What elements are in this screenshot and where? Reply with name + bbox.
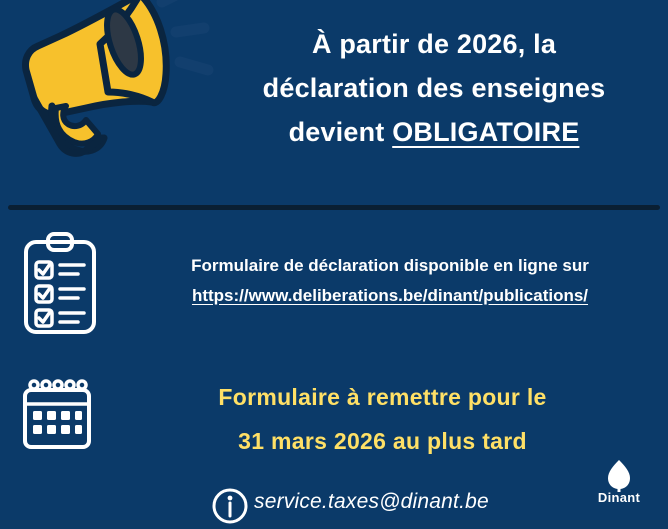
headline <box>210 22 658 154</box>
headline-emphasis: OBLIGATOIRE <box>392 117 580 147</box>
form-text-block <box>120 254 660 306</box>
deadline-text-block <box>110 375 655 463</box>
dinant-logo <box>584 458 654 516</box>
horizontal-divider <box>8 205 660 210</box>
header-banner <box>0 0 668 205</box>
headline-line-3 <box>210 110 658 154</box>
headline-line-1: À partir de 2026, la <box>311 29 557 59</box>
form-availability-section <box>0 232 668 342</box>
deadline-section <box>0 370 668 470</box>
contact-email[interactable]: service.taxes@dinant.be <box>254 490 489 513</box>
clipboard-checklist-icon <box>22 232 98 337</box>
headline-line-2: déclaration des enseignes <box>262 73 606 103</box>
deadline-line-2: 31 mars 2026 au plus tard <box>238 428 527 454</box>
contact-section <box>0 486 668 526</box>
calendar-icon <box>22 378 92 450</box>
dinant-logo-icon <box>584 458 654 492</box>
deadline-line-1: Formulaire à remettre pour le <box>218 384 547 410</box>
info-icon <box>212 488 248 524</box>
declaration-form-link[interactable]: https://www.deliberations.be/dinant/publications/ <box>191 286 589 305</box>
headline-line-3-prefix: devient <box>288 117 393 147</box>
dinant-logo-label: Dinant <box>597 490 641 505</box>
form-availability-text: Formulaire de déclaration disponible en ligne sur <box>191 256 589 275</box>
megaphone-icon <box>0 0 220 183</box>
